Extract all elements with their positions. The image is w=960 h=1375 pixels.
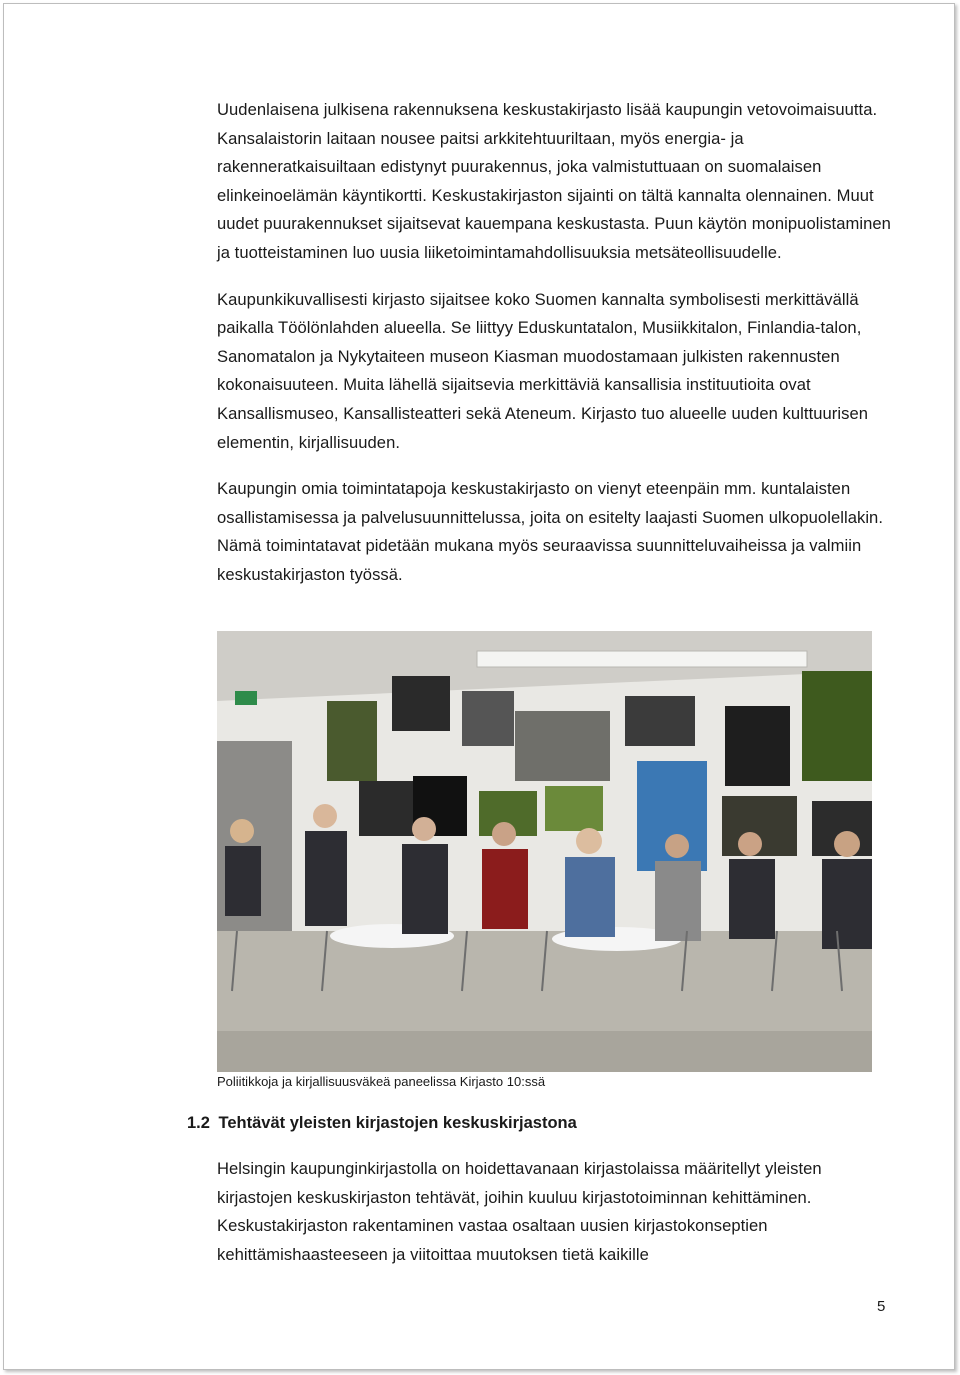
panel-discussion-photo bbox=[217, 631, 872, 1072]
section-heading bbox=[187, 1112, 577, 1134]
paragraph-central-library-tasks: Helsingin kaupunginkirjastolla on hoidettavanaan kirjastolaissa määritellyt yleisten kirjastojen keskuskirjaston tehtävät, joihin kuuluu kirjastotoiminnan kehittäminen. Keskustakirjaston rakentaminen vastaa osaltaan uusien kirjastokonseptien kehittämishaasteeseen ja viitoittaa muutoksen tietä kaikille bbox=[217, 1159, 822, 1264]
section-number: 1.2 bbox=[187, 1114, 210, 1132]
section-title: Tehtävät yleisten kirjastojen keskuskirjastona bbox=[218, 1114, 577, 1132]
page-number: 5 bbox=[877, 1298, 886, 1315]
paragraph-attractiveness: Uudenlaisena julkisena rakennuksena keskustakirjasto lisää kaupungin vetovoimaisuutta. Kansalaistorin laitaan nousee paitsi arkkitehtuuriltaan, myös energia- ja rakenneratkaisuiltaan edistynyt puurakennus, joka valmistuttuaan on suomalaisen elinkeinoelämän käyntikortti. Keskustakirjaston sijainti on tältä kannalta olennainen. Muut uudet puurakennukset sijaitsevat kauempana keskustasta. Puun käytön monipuolistaminen ja tuotteistaminen luo uusia liiketoimintamahdollisuuksia metsäteollisuudelle. bbox=[217, 100, 891, 262]
photo-caption: Poliitikkoja ja kirjallisuusväkeä paneelissa Kirjasto 10:ssä bbox=[217, 1074, 546, 1089]
paragraph-cityscape: Kaupunkikuvallisesti kirjasto sijaitsee koko Suomen kannalta symbolisesti merkittävällä paikalla Töölönlahden alueella. Se liittyy Eduskuntatalon, Musiikkitalon, Finlandia-talon, Sanomatalon ja Nykytaiteen museon Kiasman muodostamaan julkisten rakennusten kokonaisuuteen. Muita lähellä sijaitsevia merkittäviä kansallisia instituutioita ovat Kansallismuseo, Kansallisteatteri sekä Ateneum. Kirjasto tuo alueelle uuden kulttuurisen elementin, kirjallisuuden. bbox=[217, 289, 869, 452]
section-body bbox=[217, 1155, 897, 1269]
paragraph-practices: Kaupungin omia toimintatapoja keskustakirjasto on vienyt eteenpäin mm. kuntalaisten osallistamisessa ja palvelusuunnittelussa, joita on esitelty laajasti Suomen ulkopuolellakin. Nämä toimintatavat pidetään mukana myös seuraavissa suunnitteluvaiheissa ja valmiin keskustakirjaston työssä. bbox=[217, 479, 884, 584]
body-text bbox=[217, 96, 897, 590]
